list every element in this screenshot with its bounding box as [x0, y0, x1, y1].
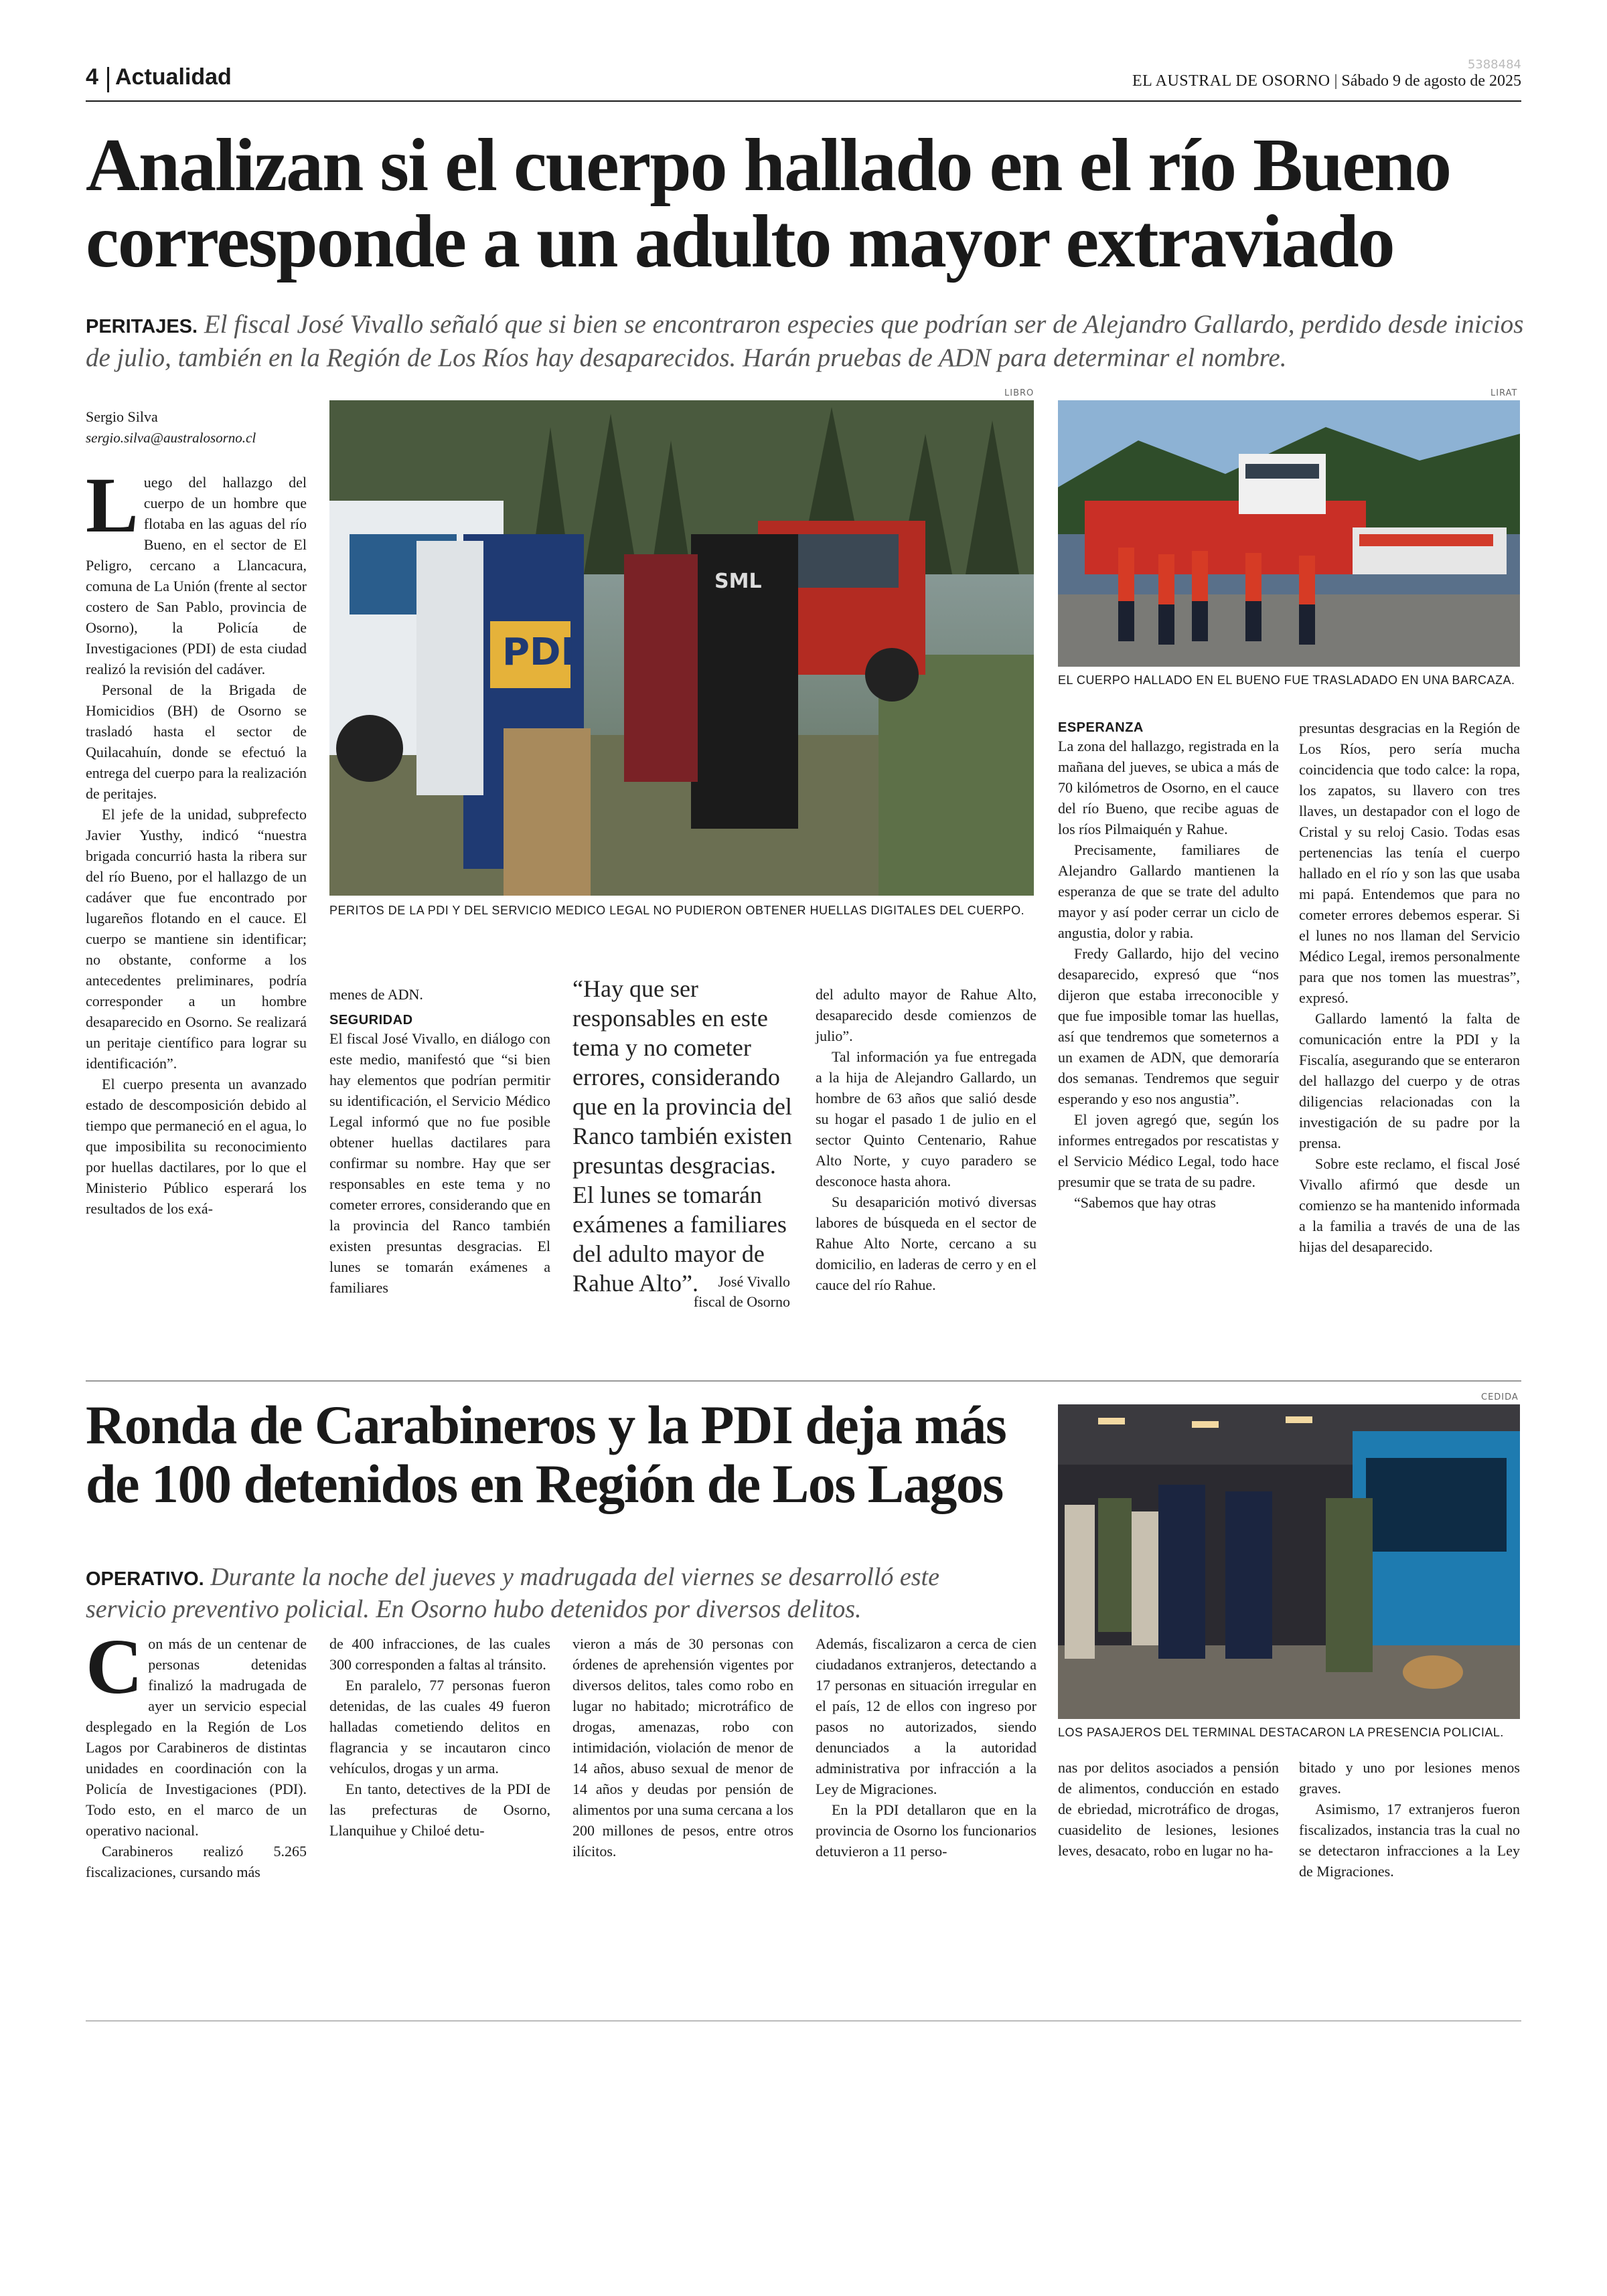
article2-column-5: [1058, 1757, 1279, 1861]
page-number: 4: [86, 64, 98, 90]
header-rule: [86, 100, 1521, 102]
paragraph: El joven agregó que, según los informes entregados por rescatistas y el Servicio Médico Legal, todo hace presumir que se trata de su padre.: [1058, 1111, 1279, 1190]
pull-quote: “Hay que ser responsables en este tema y no cometer errores, considerando que en la provincia del Ranco también existen presuntas desgracias. El lunes se tomarán exámenes a familiares del adulto mayor de Rahue Alto”.: [572, 975, 792, 1297]
article2-headline: Ronda de Carabineros y la PDI deja más de 100 detenidos en Región de Los Lagos: [86, 1394, 1006, 1514]
article2-deck: [86, 1561, 1023, 1625]
paragraph: Carabineros realizó 5.265 fiscalizaciones, cursando más: [86, 1843, 307, 1880]
header-dateline: EL AUSTRAL DE OSORNO | Sábado 9 de agosto de 2025: [1132, 72, 1521, 90]
photo3-caption: LOS PASAJEROS DEL TERMINAL DESTACARON LA PRESENCIA POLICIAL.: [1058, 1726, 1504, 1739]
article2-deck-text: Durante la noche del jueves y madrugada del viernes se desarrolló este servicio preventivo policial. En Osorno hubo detenidos por diversos delitos.: [86, 1563, 939, 1623]
paragraph: En la PDI detallaron que en la provincia de Osorno los funcionarios detuvieron a 11 perso-: [816, 1801, 1037, 1860]
photo-pdi-officers: [329, 400, 1034, 896]
quote-author: José Vivallo: [718, 1273, 790, 1290]
paragraph: Fredy Gallardo, hijo del vecino desaparecido, expresó que “nos dijeron que estaba irreconocible y que fue imposible tomar las huellas, así que tendremos que someternos a un examen de ADN, que demoraría dos semanas. Tendremos que seguir esperando y eso nos angustia”.: [1058, 945, 1279, 1107]
svg-text:PDI: PDI: [502, 631, 575, 674]
article1-column-4: [816, 984, 1037, 1295]
page-code: 5388484: [1467, 58, 1521, 72]
paragraph: Además, fiscalizaron a cerca de cien ciudadanos extranjeros, detectando a 17 personas en situación irregular en el país, 12 de ellos con ingreso por pasos no autorizados, siendo denunciados a la autoridad administrativa por infracción a la Ley de Migraciones.: [816, 1635, 1037, 1797]
paragraph: menes de ADN.: [329, 986, 423, 1003]
paragraph: En paralelo, 77 personas fueron detenidas, de las cuales 49 fueron halladas cometiendo delitos en flagrancia y se incautaron cinco vehículos, drogas y un arma.: [329, 1677, 550, 1777]
article1-column-1: [86, 461, 307, 1219]
paragraph: uego del hallazgo del cuerpo de un hombre que flotaba en las aguas del río Bueno, en el sector de El Peligro, cercano a Llancacura, comuna de La Unión (frente al sector costero de San Pablo, provincia de Osorno), la Policía de Investigaciones (PDI) de esta ciudad realizó la revisión del cadáver.: [86, 474, 307, 677]
article1-column-2: [329, 984, 550, 1298]
pull-quote-attribution: [572, 1272, 790, 1312]
article2-column-1: [86, 1623, 307, 1882]
article1-column-6: [1299, 718, 1520, 1257]
paragraph: El cuerpo presenta un avanzado estado de descomposición debido al tiempo que permaneció en el agua, lo que imposibilita su reconocimiento por huellas dactilares, por lo que el Ministerio Público esperará los resultados de los exá-: [86, 1076, 307, 1217]
header-separator: [107, 67, 109, 92]
paragraph: bitado y uno por lesiones menos graves.: [1299, 1759, 1520, 1797]
photo3-credit: CEDIDA: [1481, 1392, 1519, 1402]
paragraph: Asimismo, 17 extranjeros fueron fiscalizados, instancia tras la cual no se detectaron infracciones a la Ley de Migraciones.: [1299, 1801, 1520, 1880]
article2-kicker: OPERATIVO.: [86, 1568, 204, 1590]
paragraph: vieron a más de 30 personas con órdenes de aprehensión vigentes por diversos delitos, tales como robo en lugar no habitado; microtráfico de drogas, amenazas, robo con intimidación, violación de menor de 14 años, abuso sexual de menor de 14 años y deudas por pensión de alimentos por una suma cercana a los 200 millones de pesos, entre otros ilícitos.: [572, 1635, 793, 1860]
photo1-credit: LIBRO: [1004, 388, 1035, 398]
byline-email[interactable]: sergio.silva@australosorno.cl: [86, 430, 256, 446]
article1-deck: [86, 308, 1525, 375]
paragraph: La zona del hallazgo, registrada en la mañana del jueves, se ubica a más de 70 kilómetros de Osorno, en el cauce del río Bueno, que recibe aguas de los ríos Pilmaiquén y Rahue.: [1058, 738, 1279, 837]
paragraph: on más de un centenar de personas detenidas finalizó la madrugada de ayer un servicio especial desplegado en la Región de Los Lagos por Carabineros de distintas unidades en coordinación con la Policía de Investigaciones (PDI). Todo esto, en el marco de un operativo nacional.: [86, 1635, 307, 1839]
paragraph: del adulto mayor de Rahue Alto, desaparecido desde comienzos de julio”.: [816, 986, 1037, 1044]
paragraph: El fiscal José Vivallo, en diálogo con este medio, manifestó que “si bien hay elementos que podrían permitir su identificación, el Servicio Médico Legal informó que no fue posible obtener huellas dactilares para confirmar su nombre. Hay que ser responsables en este tema y no cometer errores, considerando que en la provincia del Ranco también existen presuntas desgracias. El lunes se tomarán exámenes a familiares: [329, 1030, 550, 1296]
photo-barge: [1058, 400, 1520, 667]
article2-column-6: [1299, 1757, 1520, 1882]
bottom-divider: [86, 2020, 1521, 2022]
quote-author-role: fiscal de Osorno: [693, 1293, 790, 1310]
paragraph: El jefe de la unidad, subprefecto Javier Yusthy, indicó “nuestra brigada concurrió hasta la ribera sur del río Bueno, por el hallazgo de un cadáver que fue encontrado por lugareños flotando en el cauce. El cuerpo se mantiene sin identificar; no obstante, conforme a los antecedentes preliminares, podría corresponder a un hombre desaparecido en Osorno. Se realizará un peritaje científico para lograr su identificación”.: [86, 806, 307, 1072]
article1-column-5: [1058, 718, 1279, 1213]
issue-date: Sábado 9 de agosto de 2025: [1341, 72, 1521, 90]
paragraph: Sobre este reclamo, el fiscal José Vivallo afirmó que desde un comienzo se ha mantenido informada a la familia a través de una de las hijas del desaparecido.: [1299, 1155, 1520, 1255]
section-name: Actualidad: [115, 64, 232, 90]
svg-text:SML: SML: [714, 570, 762, 593]
paragraph: Gallardo lamentó la falta de comunicación entre la PDI y la Fiscalía, asegurando que se enteraron del hallazgo del cuerpo y de otras diligencias relacionadas con la investigación de su padre por la prensa.: [1299, 1010, 1520, 1151]
article2-column-4: [816, 1633, 1037, 1862]
photo2-credit: LIRAT: [1490, 388, 1518, 398]
article2-column-3: [572, 1633, 793, 1862]
paragraph: “Sabemos que hay otras: [1074, 1194, 1216, 1211]
paragraph: En tanto, detectives de la PDI de las prefecturas de Osorno, Llanquihue y Chiloé detu-: [329, 1781, 550, 1839]
publication-name: EL AUSTRAL DE OSORNO: [1132, 72, 1330, 90]
paragraph: nas por delitos asociados a pensión de alimentos, conducción en estado de ebriedad, microtráfico de drogas, cuasidelito de lesiones, lesiones leves, desacato, robo en lugar no ha-: [1058, 1759, 1279, 1859]
paragraph: Su desaparición motivó diversas labores de búsqueda en el sector de Rahue Alto Norte, cercano a su domicilio, en laderas de cerro y en el cauce del río Rahue.: [816, 1194, 1037, 1293]
dropcap-l: L: [86, 461, 139, 549]
dropcap-c: C: [86, 1623, 143, 1710]
paragraph: de 400 infracciones, de las cuales 300 corresponden a faltas al tránsito.: [329, 1635, 550, 1673]
article-divider: [86, 1380, 1521, 1382]
photo2-caption: EL CUERPO HALLADO EN EL BUENO FUE TRASLADADO EN UNA BARCAZA.: [1058, 673, 1515, 687]
article1-kicker: PERITAJES.: [86, 316, 198, 337]
article1-headline: Analizan si el cuerpo hallado en el río Bueno corresponde a un adulto mayor extraviado: [86, 124, 1451, 283]
article1-deck-text: El fiscal José Vivallo señaló que si bien se encontraron especies que podrían ser de Alejandro Gallardo, perdido desde inicios de julio, también en la Región de Los Ríos hay desaparecidos. Harán pruebas de ADN para determinar el nombre.: [86, 310, 1524, 372]
subhead-esperanza: ESPERANZA: [1058, 720, 1144, 735]
paragraph: Personal de la Brigada de Homicidios (BH) de Osorno se trasladó hasta el sector de Quilacahuín, donde se efectuó la entrega del cuerpo para la realización de peritajes.: [86, 681, 307, 802]
photo-police-terminal: [1058, 1404, 1520, 1719]
paragraph: presuntas desgracias en la Región de Los Ríos, pero sería mucha coincidencia que todo calce: la ropa, los zapatos, su llavero con tres llaves, un destapador con el logo de Cristal y su reloj Casio. Todas esas pertenencias las tenía el cuerpo hallado en el río y son las que usaba mi papá. Entendemos que para no cometer errores debemos esperar. Si el lunes no nos llaman del Servicio Médico Legal, iremos personalmente para que nos tomen las muestras”, expresó.: [1299, 720, 1520, 1006]
paragraph: Tal información ya fue entregada a la hija de Alejandro Gallardo, un hombre de 63 años que salió desde su hogar el pasado 1 de julio en el sector Quinto Centenario, Rahue Alto Norte, y cuyo paradero se desconoce hasta ahora.: [816, 1048, 1037, 1190]
article2-column-2: [329, 1633, 550, 1841]
photo1-caption: PERITOS DE LA PDI Y DEL SERVICIO MEDICO LEGAL NO PUDIERON OBTENER HUELLAS DIGITALES DEL CUERPO.: [329, 904, 1025, 917]
paragraph: Precisamente, familiares de Alejandro Gallardo mantienen la esperanza de que se trate del adulto mayor y así poder cerrar un ciclo de angustia, dolor y rabia.: [1058, 841, 1279, 941]
byline-author: Sergio Silva: [86, 408, 158, 425]
subhead-seguridad: SEGURIDAD: [329, 1013, 413, 1028]
